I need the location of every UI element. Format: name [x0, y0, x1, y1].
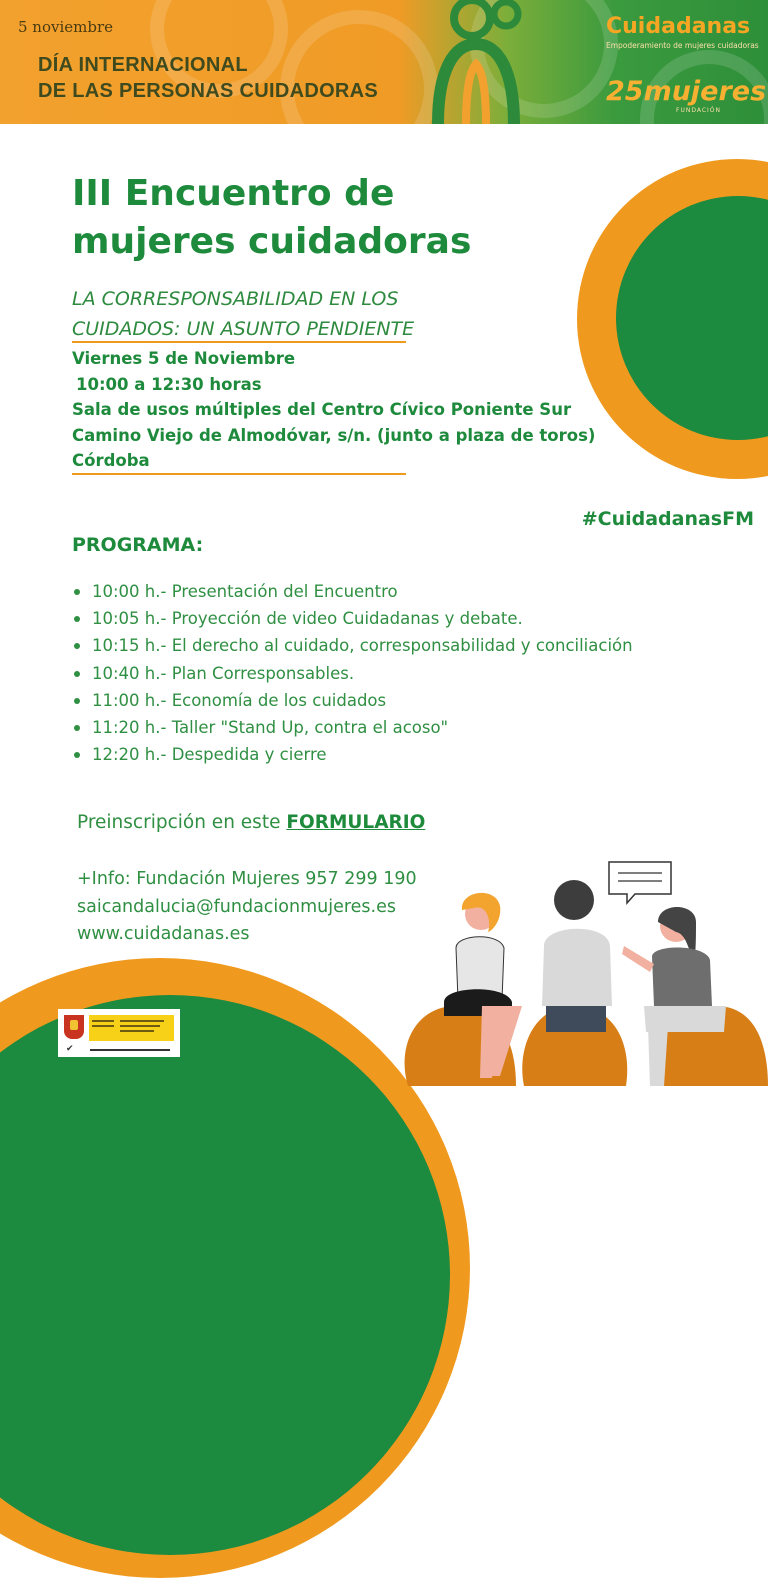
list-item — [74, 714, 633, 741]
event-subtitle-line1: LA CORRESPONSABILIDAD EN LOS — [72, 288, 399, 310]
brand-logo: Cuidadanas — [606, 14, 751, 39]
ministry-text-line — [120, 1020, 164, 1022]
list-item — [74, 687, 633, 714]
bullet — [74, 643, 80, 649]
women-talking-illustration — [396, 856, 768, 1086]
ministry-text-line — [92, 1020, 114, 1022]
check-icon: ✔ — [66, 1044, 74, 1054]
contact-website[interactable]: www.cuidadanas.es — [77, 924, 250, 944]
list-item — [74, 632, 633, 659]
ministry-text-line — [120, 1025, 160, 1027]
list-item-text: 10:00 h.- Presentación del Encuentro — [92, 582, 398, 601]
event-title-line1: III Encuentro de — [72, 173, 395, 214]
event-venue: Sala de usos múltiples del Centro Cívico Poniente Sur — [72, 400, 572, 419]
hashtag: #CuidadanasFM — [581, 508, 754, 530]
list-item-text: 11:20 h.- Taller "Stand Up, contra el acoso" — [92, 718, 449, 738]
brand-tagline: Empoderamiento de mujeres cuidadoras — [606, 41, 759, 50]
header-banner — [0, 0, 768, 124]
list-item — [74, 605, 633, 632]
banner-title-line2: DE LAS PERSONAS CUIDADORAS — [38, 80, 379, 102]
bullet — [74, 616, 80, 622]
contact-info: +Info: Fundación Mujeres 957 299 190 — [77, 869, 417, 889]
bullet — [74, 671, 80, 677]
contact-email[interactable]: saicandalucia@fundacionmujeres.es — [77, 896, 396, 917]
government-logo — [58, 1009, 180, 1057]
foundation-logo: 25mujeres — [606, 76, 767, 107]
divider — [72, 341, 406, 343]
registration-form-link[interactable]: FORMULARIO — [286, 812, 426, 833]
list-item-text: 11:00 h.- Economía de los cuidados — [92, 690, 387, 710]
event-subtitle-line2: CUIDADOS: UN ASUNTO PENDIENTE — [72, 318, 415, 340]
list-item-text: 10:40 h.- Plan Corresponsables. — [92, 663, 355, 683]
list-item — [74, 741, 633, 768]
list-item — [74, 660, 633, 687]
cuidadanas-emblem-icon — [418, 0, 528, 124]
event-date: Viernes 5 de Noviembre — [72, 349, 296, 368]
program-list — [74, 578, 633, 768]
event-title-line2: mujeres cuidadoras — [72, 221, 472, 262]
bullet — [74, 752, 80, 758]
bullet — [74, 698, 80, 704]
ministry-block — [89, 1015, 174, 1041]
registration-prefix: Preinscripción en este — [77, 812, 281, 833]
ministry-text-line — [92, 1025, 114, 1027]
list-item-text: 12:20 h.- Despedida y cierre — [92, 745, 327, 765]
banner-title-line1: DÍA INTERNACIONAL — [38, 54, 248, 76]
event-time: 10:00 a 12:30 horas — [76, 374, 262, 394]
foundation-label: FUNDACIÓN — [676, 107, 722, 114]
speech-bubble-icon — [609, 862, 671, 903]
logo-text-line — [90, 1049, 170, 1051]
event-city: Córdoba — [72, 451, 150, 470]
registration-text — [77, 812, 425, 833]
list-item-text: 10:05 h.- Proyección de video Cuidadanas y debate. — [92, 609, 523, 629]
event-details — [72, 346, 595, 474]
government-shield-icon — [64, 1015, 84, 1039]
divider — [72, 473, 406, 475]
banner-date: 5 noviembre — [18, 18, 114, 36]
program-heading: PROGRAMA: — [72, 534, 204, 556]
event-subtitle — [72, 284, 414, 344]
list-item-text: 10:15 h.- El derecho al cuidado, corresponsabilidad y conciliación — [92, 636, 633, 656]
list-item — [74, 578, 633, 605]
bullet — [74, 589, 80, 595]
event-address: Camino Viejo de Almodóvar, s/n. (junto a plaza de toros) — [72, 425, 596, 445]
decorative-circle — [280, 10, 438, 124]
event-title — [72, 170, 572, 266]
ministry-text-line — [120, 1030, 154, 1032]
contact-block — [77, 866, 417, 949]
bullet — [74, 725, 80, 731]
